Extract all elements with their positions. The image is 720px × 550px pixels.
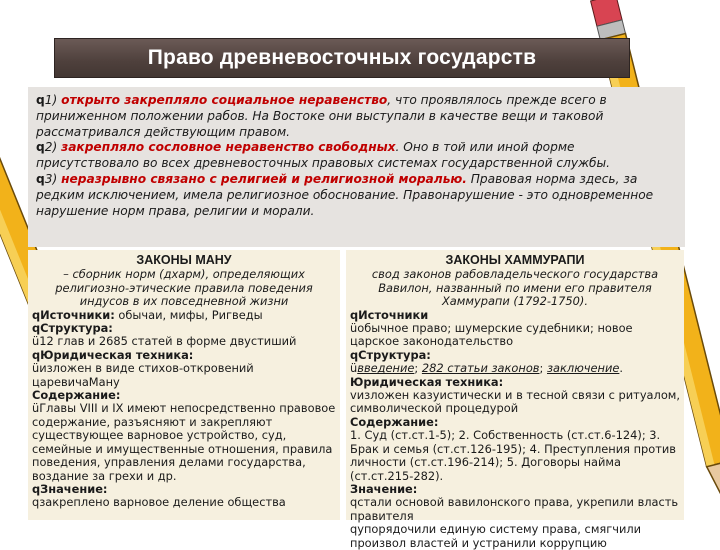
intro-text-2: . Оно в той или иной форме присутствовало во всех древневосточных правовых системах государственной службы. [36, 140, 611, 171]
hammurabi-meaning-text-2: qупорядочили единую систему права, смягчили произвол властей и устранили коррупцию [350, 522, 642, 550]
manu-sources [32, 309, 336, 322]
manu-structure-text: ü12 глав и 2685 статей в форме двустиший [32, 334, 297, 349]
hammurabi-structure-b: 282 статьи законов [421, 361, 540, 376]
title-bar [54, 38, 630, 78]
manu-technique-label: qЮридическая техника: [32, 347, 194, 362]
manu-technique-text: üизложен в виде стихов-откровений царевичаМану [32, 361, 254, 389]
intro-paragraph-2 [36, 140, 679, 172]
hammurabi-sources-text: üобычное право; шумерские судебники; новое царское законодательство [350, 321, 633, 349]
intro-highlight-1: открыто закрепляло социальное неравенство [61, 93, 388, 107]
hammurabi-structure-end: . [619, 361, 624, 376]
manu-structure-label: qСтруктура: [32, 321, 113, 336]
hammurabi-column [346, 250, 684, 550]
manu-meaning-label: qЗначение: [32, 481, 108, 496]
hammurabi-technique-label: Юридическая техника: [350, 374, 504, 389]
bullet-icon: q [36, 140, 45, 155]
intro-num-2: 2) [44, 140, 62, 155]
hammurabi-sources-label: qИсточники [350, 307, 429, 322]
hammurabi-structure-intro: ü [350, 361, 358, 376]
hammurabi-content-label: Содержание: [350, 414, 439, 429]
manu-column [28, 250, 340, 520]
hammurabi-meaning-text-1: qстали основой вавилонского права, укрепили власть правителя [350, 495, 679, 523]
hammurabi-structure-c: заключение [547, 361, 620, 376]
hammurabi-structure-sep2: ; [539, 361, 547, 376]
intro-text-3: Правовая норма здесь, за редким исключением, имела религиозное обоснование. Правонарушение - это одновременное нарушение норм права, религии и морали. [36, 171, 654, 218]
hammurabi-structure-a: введение [357, 361, 415, 376]
manu-description: – сборник норм (дхарм), определяющих религиозно-этические правила поведения индусов в их повседневной жизни [55, 267, 313, 309]
bullet-icon: q [36, 93, 45, 107]
intro-highlight-3: неразрывно связано с религией и религиозной моралью. [61, 171, 467, 186]
manu-content-text: üГлавы VIII и IX имеют непосредственно правовое содержание, разъясняют и закрепляют существующее варновое устройство, суд, семейные и имущественные отношения, правила поведения, управления делами государства, воздание за грехи и др. [32, 401, 336, 483]
hammurabi-structure-sep1: ; [414, 361, 422, 376]
hammurabi-content-text: 1. Суд (ст.ст.1-5); 2. Собственность (ст.ст.6-124); 3. Брак и семья (ст.ст.126-195); 4. Преступления против личности (ст.ст.196-214); 5. Договоры найма (ст.ст.215-282). [350, 428, 676, 483]
manu-sources-label: qИсточники: [32, 307, 115, 322]
intro-highlight-2: закрепляло сословное неравенство свободных [61, 140, 396, 155]
intro-block [28, 87, 685, 247]
intro-text-1: , что проявлялось прежде всего в приниженном положении рабов. На Востоке они выступали в качестве вещи и таковой рассматривался действующим правом. [36, 93, 607, 139]
hammurabi-meaning-label: Значение: [350, 481, 418, 496]
hammurabi-heading: ЗАКОНЫ ХАММУРАПИ [445, 253, 585, 267]
hammurabi-technique-text: vизложен казуистически и в тесной связи с ритуалом, символической процедурой [350, 388, 681, 416]
intro-paragraph-1 [36, 93, 679, 140]
manu-content-label: Содержание: [32, 388, 121, 403]
hammurabi-structure-label: qСтруктура: [350, 347, 431, 362]
hammurabi-description: свод законов рабовладельческого государства Вавилон, названный по имени его правителя Хаммурапи (1792-1750). [371, 267, 659, 309]
intro-paragraph-3 [36, 172, 679, 219]
intro-num-3: 3) [44, 171, 62, 186]
intro-num-1: 1) [44, 93, 62, 107]
manu-meaning-text: qзакреплено варновое деление общества [32, 495, 286, 510]
manu-heading: ЗАКОНЫ МАНУ [136, 253, 232, 267]
manu-sources-text: обычаи, мифы, Ригведы [114, 307, 263, 322]
page-title: Право древневосточных государств [147, 46, 537, 69]
hammurabi-structure-text [350, 362, 680, 375]
bullet-icon: q [36, 171, 45, 186]
